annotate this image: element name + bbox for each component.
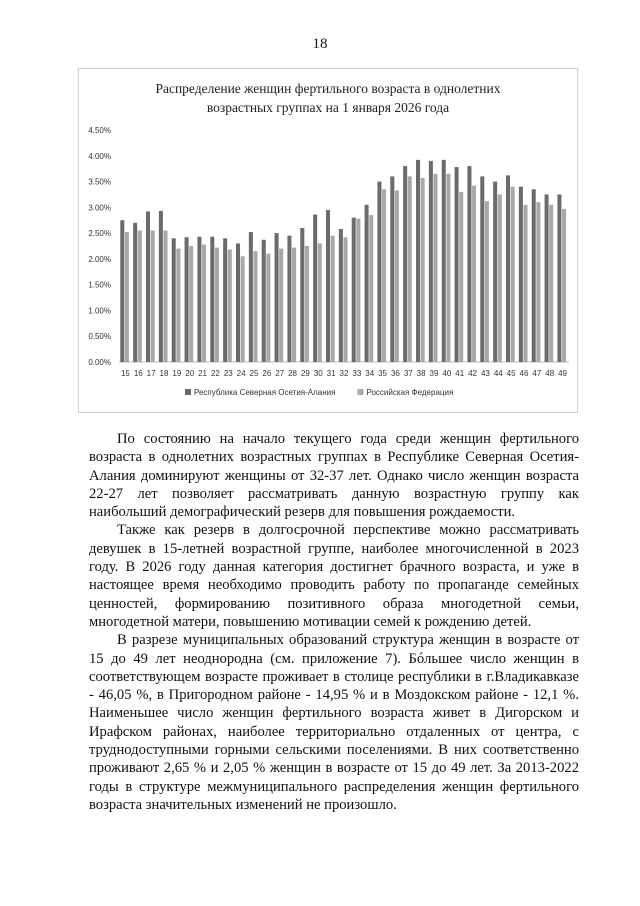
- bar-series-2: [228, 250, 232, 362]
- x-tick-label: 37: [403, 369, 413, 378]
- body-text: [89, 430, 579, 814]
- x-tick-label: 38: [416, 369, 426, 378]
- x-tick-label: 24: [236, 369, 246, 378]
- bar-series-1: [185, 237, 189, 362]
- bar-series-2: [189, 246, 193, 362]
- x-tick-label: 30: [313, 369, 323, 378]
- page-number: 18: [312, 36, 328, 52]
- bar-series-2: [408, 176, 412, 362]
- x-tick-label: 49: [558, 369, 568, 378]
- bar-series-1: [390, 176, 394, 362]
- legend-label-2: Российская Федерация: [366, 388, 454, 397]
- bar-series-2: [382, 189, 386, 362]
- bar-series-2: [125, 232, 129, 362]
- bar-series-1: [493, 182, 497, 362]
- bar-series-2: [241, 256, 245, 362]
- x-tick-label: 26: [262, 369, 272, 378]
- bar-series-2: [305, 246, 309, 362]
- chart-container: [78, 68, 578, 413]
- bar-series-1: [172, 238, 176, 362]
- x-tick-label: 40: [442, 369, 452, 378]
- bar-series-1: [416, 160, 420, 362]
- bar-series-2: [485, 201, 489, 362]
- x-tick-label: 41: [455, 369, 465, 378]
- x-tick-label: 16: [133, 369, 143, 378]
- x-tick-label: 29: [300, 369, 310, 378]
- y-tick-label: 3.50%: [88, 177, 111, 187]
- bar-series-1: [326, 210, 330, 362]
- x-tick-label: 25: [249, 369, 259, 378]
- legend-label-1: Республика Северная Осетия-Алания: [194, 388, 336, 397]
- bar-series-1: [403, 166, 407, 362]
- x-tick-label: 18: [159, 369, 169, 378]
- x-tick-label: 39: [429, 369, 439, 378]
- x-tick-label: 31: [326, 369, 336, 378]
- bar-series-1: [467, 166, 471, 362]
- y-tick-label: 4.00%: [88, 151, 111, 161]
- bar-series-1: [506, 175, 510, 362]
- x-tick-label: 42: [468, 369, 478, 378]
- bar-series-2: [202, 244, 206, 362]
- bar-series-1: [557, 194, 561, 362]
- bar-series-2: [279, 249, 283, 362]
- paragraph-1: По состоянию на начало текущего года среди женщин фертильного возраста в однолетних возрастных группах в Республике Северная Осетия-Алания доминируют женщины от 32-37 лет. Однако число женщин возраста 22-27 лет позволяет рассматривать данную возрастную группу как наибольший демографический резерв для повышения рождаемости.: [89, 431, 579, 521]
- bar-chart: [79, 69, 577, 412]
- bar-series-2: [356, 219, 360, 362]
- bar-series-2: [292, 248, 296, 362]
- bar-series-2: [536, 202, 540, 362]
- bar-series-1: [287, 236, 291, 362]
- x-tick-label: 46: [519, 369, 529, 378]
- x-tick-label: 19: [172, 369, 182, 378]
- bar-series-1: [429, 161, 433, 362]
- bar-series-1: [480, 176, 484, 362]
- bar-series-2: [433, 174, 437, 362]
- bar-series-1: [442, 160, 446, 362]
- x-tick-label: 47: [532, 369, 542, 378]
- x-tick-label: 33: [352, 369, 362, 378]
- bar-series-1: [300, 228, 304, 362]
- x-tick-label: 35: [378, 369, 388, 378]
- bar-series-2: [446, 174, 450, 362]
- x-tick-label: 48: [545, 369, 555, 378]
- bar-series-2: [549, 205, 553, 362]
- y-tick-label: 2.50%: [88, 229, 111, 239]
- x-tick-label: 23: [223, 369, 233, 378]
- y-tick-label: 0.00%: [88, 358, 111, 367]
- bar-series-1: [377, 182, 381, 362]
- x-tick-label: 45: [506, 369, 516, 378]
- legend-swatch-1: [185, 389, 191, 395]
- bar-series-2: [318, 243, 322, 362]
- bar-series-1: [159, 211, 163, 362]
- x-tick-label: 27: [275, 369, 285, 378]
- legend-swatch-2: [357, 389, 363, 395]
- bar-series-1: [197, 237, 201, 362]
- bar-series-1: [223, 238, 227, 362]
- bar-series-1: [313, 215, 317, 362]
- x-tick-label: 28: [288, 369, 298, 378]
- bar-series-2: [523, 205, 527, 362]
- bar-series-2: [511, 187, 515, 362]
- x-tick-label: 44: [493, 369, 503, 378]
- bar-series-1: [210, 237, 214, 362]
- y-tick-label: 4.50%: [88, 126, 111, 135]
- bar-series-2: [343, 237, 347, 362]
- bar-series-1: [339, 229, 343, 362]
- y-tick-label: 1.50%: [88, 280, 111, 290]
- paragraph-2: Также как резерв в долгосрочной перспективе можно рассматривать девушек в 15-летней возрастной группе, наиболее многочисленной в 2023 году. В 2026 году данная категория достигнет брачного возраста, и уже в настоящее время необходимо проводить работу по пропаганде семейных ценностей, формированию позитивного образа многодетной семьи, многодетной матери, повышению мотивации семей к рождению детей.: [89, 522, 579, 630]
- bar-series-1: [236, 243, 240, 362]
- bar-series-1: [262, 240, 266, 362]
- x-tick-label: 43: [480, 369, 490, 378]
- chart-title-line-2: возрастных группах на 1 января 2026 года: [206, 100, 450, 115]
- paragraph-3: В разрезе муниципальных образований структура женщин в возрасте от 15 до 49 лет неоднородна (см. приложение 7). Бóльшее число женщин в соответствующем возрасте проживает в столице республики в г.Владикавказе - 46,05 %, в Пригородном районе - 14,95 % и в Моздокском районе - 12,1 %. Наименьшее число женщин фертильного возраста живет в Дигорском и Ирафском районах, наиболее территориально отдаленных от центра, с труднодоступными горными сельскими поселениями. В них соответственно проживают 2,65 % и 2,05 % женщин в возрасте от 15 до 49 лет. За 2013-2022 годы в структуре межмуниципального распределения женщин фертильного возраста значительных изменений не произошло.: [89, 632, 579, 813]
- x-tick-label: 17: [146, 369, 156, 378]
- bar-series-1: [532, 189, 536, 362]
- bar-series-2: [459, 192, 463, 362]
- bar-series-2: [498, 194, 502, 362]
- bar-series-2: [266, 254, 270, 362]
- x-tick-label: 22: [210, 369, 220, 378]
- x-tick-label: 36: [390, 369, 400, 378]
- bar-series-2: [472, 186, 476, 362]
- x-tick-label: 21: [198, 369, 208, 378]
- x-tick-label: 20: [185, 369, 195, 378]
- bar-series-1: [120, 220, 124, 362]
- y-tick-label: 3.00%: [88, 203, 111, 213]
- bar-series-2: [176, 249, 180, 362]
- bar-series-2: [163, 231, 167, 362]
- bar-series-2: [331, 236, 335, 362]
- bar-series-2: [395, 190, 399, 362]
- bar-series-2: [215, 248, 219, 362]
- bar-series-1: [365, 205, 369, 362]
- x-tick-label: 15: [120, 369, 130, 378]
- bar-series-1: [519, 187, 523, 362]
- bar-series-1: [455, 167, 459, 362]
- bar-series-1: [133, 223, 137, 362]
- y-tick-label: 0.50%: [88, 332, 111, 342]
- bar-series-1: [352, 218, 356, 362]
- bar-series-2: [562, 209, 566, 362]
- y-tick-label: 1.00%: [88, 306, 111, 316]
- bar-series-2: [253, 251, 257, 362]
- bar-series-2: [151, 231, 155, 362]
- y-tick-label: 2.00%: [88, 254, 111, 264]
- x-tick-label: 32: [339, 369, 349, 378]
- bar-series-1: [146, 211, 150, 362]
- x-tick-label: 34: [365, 369, 375, 378]
- bar-series-1: [545, 194, 549, 362]
- bar-series-2: [421, 178, 425, 362]
- bar-series-2: [369, 215, 373, 362]
- bar-series-1: [275, 233, 279, 362]
- bar-series-2: [138, 231, 142, 362]
- bar-series-1: [249, 232, 253, 362]
- chart-title-line-1: Распределение женщин фертильного возраста в однолетних: [155, 81, 501, 96]
